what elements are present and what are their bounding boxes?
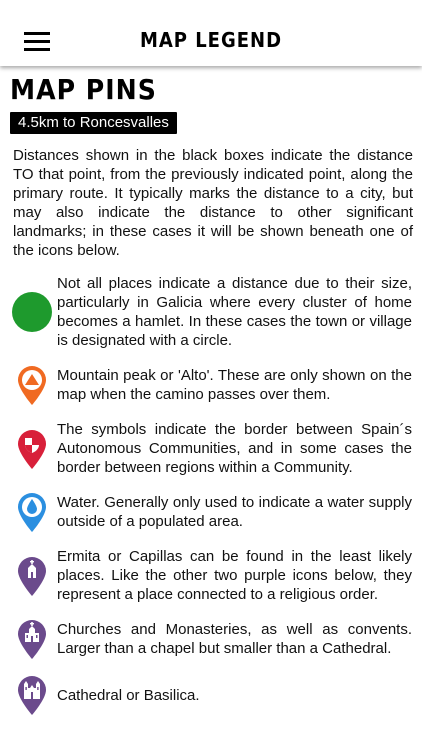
legend-item-church	[10, 618, 412, 660]
legend-item-text: Churches and Monasteries, as well as convents. Larger than a chapel but smaller than a Cathedral.	[57, 621, 412, 657]
legend-item-chapel	[10, 547, 412, 604]
water-drop-pin-icon	[10, 491, 54, 533]
intro-text: Distances shown in the black boxes indicate the distance TO that point, from the previously indicated point, along the primary route. It typically marks the distance to a city, but may also indicate the distance to other significant landmarks; in these cases it will be shown beneath one of the icons below.	[13, 147, 413, 259]
legend-item-cathedral	[10, 674, 412, 716]
legend-content	[0, 72, 422, 716]
page-title: MAP LEGEND	[139, 28, 283, 52]
legend-item-border	[10, 420, 412, 477]
distance-example-badge: 4.5km to Roncesvalles	[10, 112, 177, 134]
legend-item-text: Mountain peak or 'Alto'. These are only shown on the map when the camino passes over them.	[57, 367, 412, 403]
legend-item-mountain	[10, 364, 412, 406]
legend-item-text: Cathedral or Basilica.	[57, 686, 200, 704]
legend-item-text: Ermita or Capillas can be found in the least likely places. Like the other two purple icons below, they represent a place connected to a religious order.	[57, 548, 412, 603]
legend-item-water	[10, 491, 412, 533]
border-shield-pin-icon	[10, 428, 54, 470]
legend-item-text: Water. Generally only used to indicate a water supply outside of a populated area.	[57, 494, 412, 530]
legend-item-circle	[10, 274, 412, 350]
mountain-peak-pin-icon	[10, 364, 54, 406]
cathedral-pin-icon	[10, 674, 54, 716]
green-circle-icon	[10, 291, 54, 333]
top-bar	[0, 0, 422, 66]
church-pin-icon	[10, 618, 54, 660]
legend-item-text: Not all places indicate a distance due to their size, particularly in Galicia where every cluster of home becomes a hamlet. In these cases the town or village is designated with a circle.	[57, 275, 412, 349]
legend-list	[10, 274, 412, 716]
chapel-pin-icon	[10, 555, 54, 597]
section-title: MAP PINS	[10, 73, 157, 106]
legend-item-text: The symbols indicate the border between Spain´s Autonomous Communities, and in some cases the border between regions within a Community.	[57, 421, 412, 476]
